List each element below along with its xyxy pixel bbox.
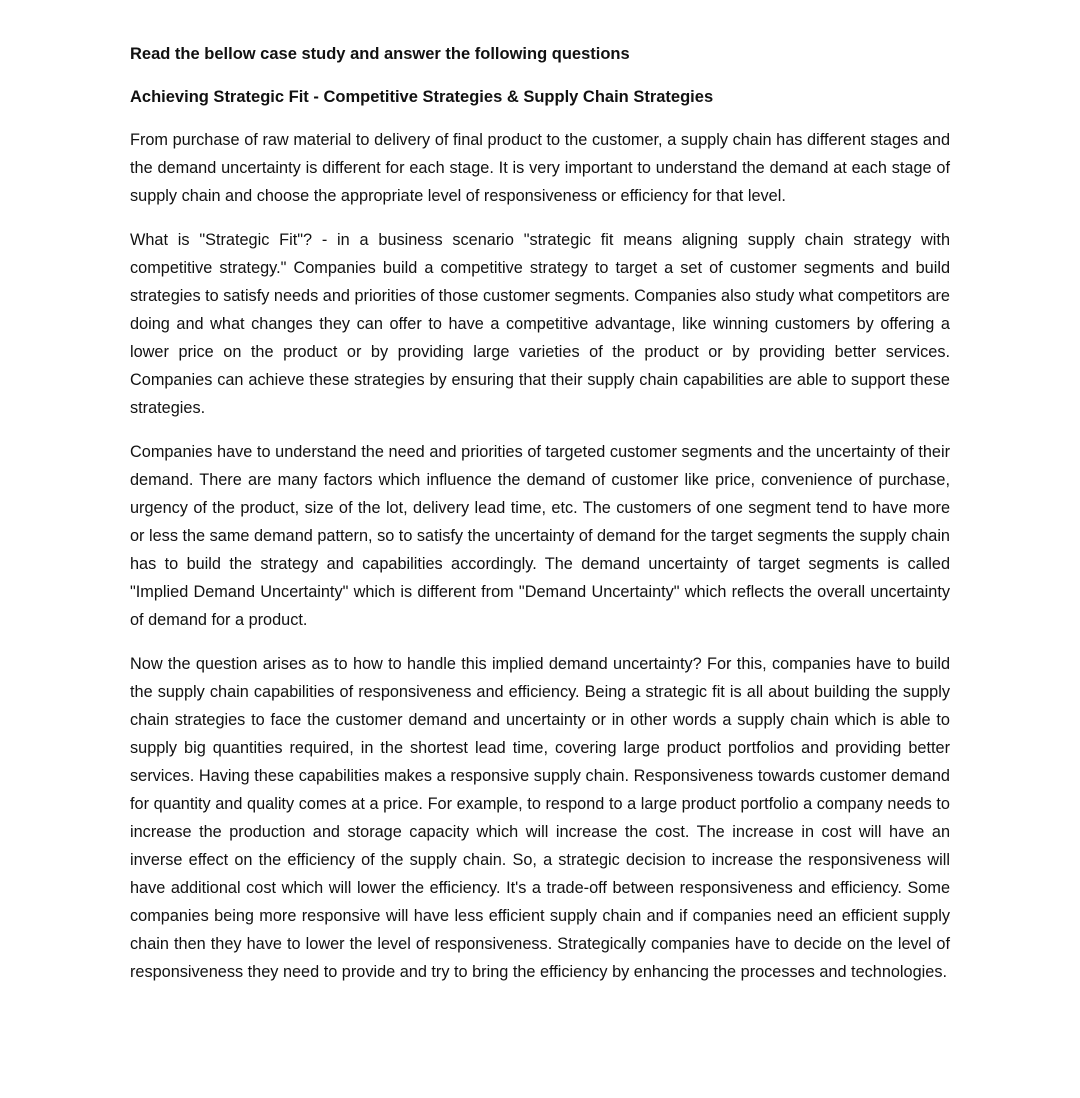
case-study-title: Achieving Strategic Fit - Competitive Strategies & Supply Chain Strategies <box>130 88 714 106</box>
document-body <box>130 40 950 1002</box>
paragraph-1: From purchase of raw material to delivery of final product to the customer, a supply chain has different stages and the demand uncertainty is different for each stage. It is very important to understand the demand at each stage of supply chain and choose the appropriate level of responsiveness or efficiency for that level. <box>130 131 950 205</box>
instruction-heading: Read the bellow case study and answer the following questions <box>130 45 630 63</box>
paragraph-2: What is "Strategic Fit"? - in a business scenario "strategic fit means aligning supply chain strategy with competitive strategy." Companies build a competitive strategy to target a set of customer segments and build strategies to satisfy needs and priorities of those customer segments. Companies also study what competitors are doing and what changes they can offer to have a competitive advantage, like winning customers by offering a lower price on the product or by providing large varieties of the product or by providing better services. Companies can achieve these strategies by ensuring that their supply chain capabilities are able to support these strategies. <box>130 231 950 417</box>
paragraph-4: Now the question arises as to how to handle this implied demand uncertainty? For this, companies have to build the supply chain capabilities of responsiveness and efficiency. Being a strategic fit is all about building the supply chain strategies to face the customer demand and uncertainty or in other words a supply chain which is able to supply big quantities required, in the shortest lead time, covering large product portfolios and providing better services. Having these capabilities makes a responsive supply chain. Responsiveness towards customer demand for quantity and quality comes at a price. For example, to respond to a large product portfolio a company needs to increase the production and storage capacity which will increase the cost. The increase in cost will have an inverse effect on the efficiency of the supply chain. So, a strategic decision to increase the responsiveness will have additional cost which will lower the efficiency. It's a trade-off between responsiveness and efficiency. Some companies being more responsive will have less efficient supply chain and if companies need an efficient supply chain then they have to lower the level of responsiveness. Strategically companies have to decide on the level of responsiveness they need to provide and try to bring the efficiency by enhancing the processes and technologies. <box>130 655 950 981</box>
paragraph-3: Companies have to understand the need and priorities of targeted customer segments and the uncertainty of their demand. There are many factors which influence the demand of customer like price, convenience of purchase, urgency of the product, size of the lot, delivery lead time, etc. The customers of one segment tend to have more or less the same demand pattern, so to satisfy the uncertainty of demand for the target segments the supply chain has to build the strategy and capabilities accordingly. The demand uncertainty of target segments is called "Implied Demand Uncertainty" which is different from "Demand Uncertainty" which reflects the overall uncertainty of demand for a product. <box>130 443 950 629</box>
